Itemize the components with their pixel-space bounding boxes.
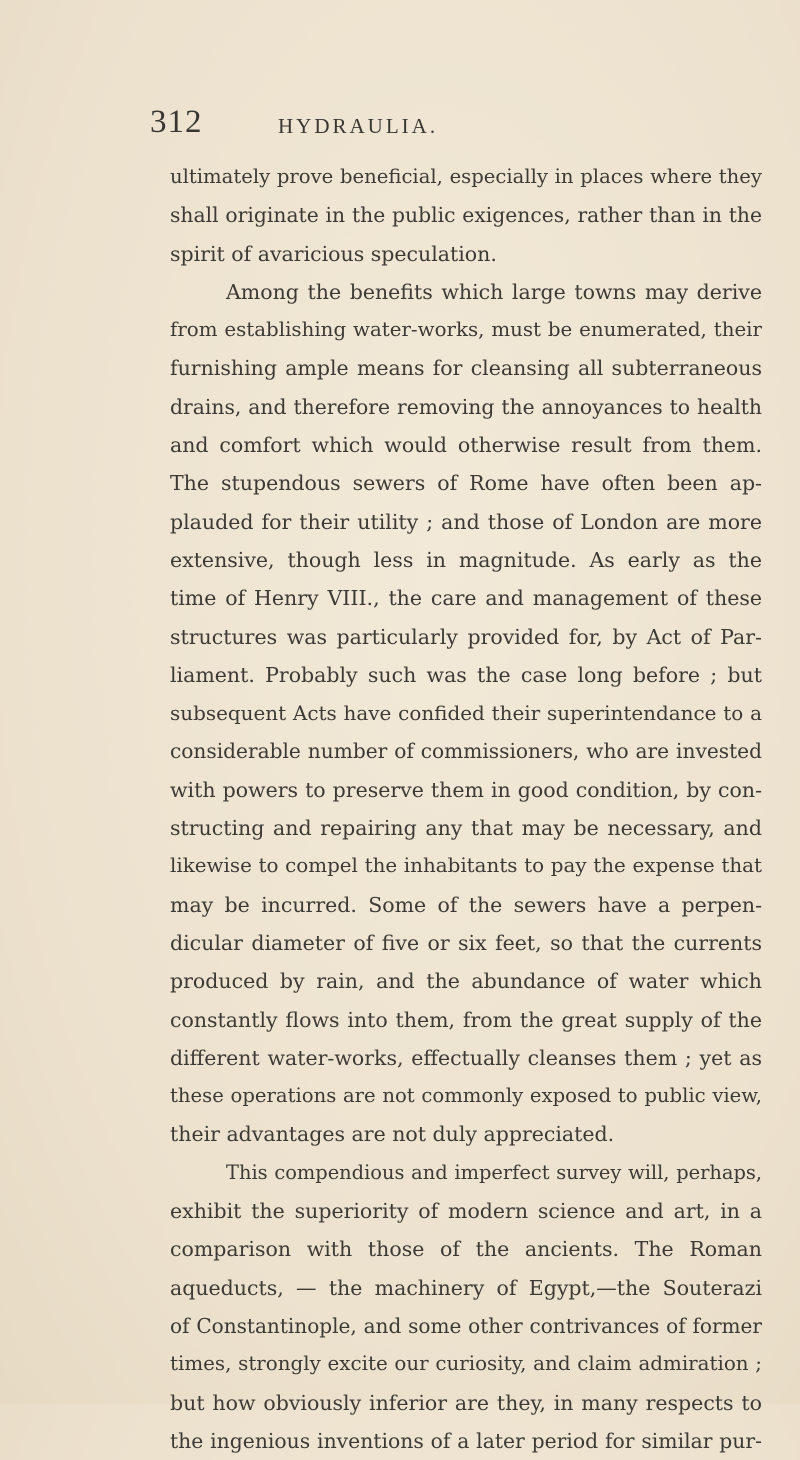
- text-line: these operations are not commonly exposed to public view,: [170, 1084, 762, 1108]
- text-line: furnishing ample means for cleansing all subterraneous: [170, 356, 762, 381]
- text-line: spirit of avaricious speculation.: [170, 241, 497, 266]
- text-line: Among the benefits which large towns may derive: [226, 279, 762, 304]
- text-line: dicular diameter of five or six feet, so that the currents: [170, 930, 762, 955]
- text-line: extensive, though less in magnitude. As early as the: [170, 547, 762, 572]
- text-line: The stupendous sewers of Rome have often been ap-: [170, 471, 762, 496]
- text-line: of Constantinople, and some other contrivances of former: [170, 1313, 762, 1338]
- text-line: ultimately prove beneficial, especially in places where they: [170, 165, 762, 188]
- text-line: constantly flows into them, from the great supply of the: [170, 1007, 762, 1032]
- text-line: may be incurred. Some of the sewers have a perpen-: [170, 892, 762, 917]
- text-line: exhibit the superiority of modern science and art, in a: [170, 1199, 762, 1224]
- text-line: but how obviously inferior are they, in many respects to: [170, 1390, 762, 1415]
- body-text: [170, 158, 762, 1460]
- text-line: times, strongly excite our curiosity, and claim admiration ;: [170, 1352, 762, 1376]
- text-line: drains, and therefore removing the annoyances to health: [170, 394, 762, 419]
- text-line: produced by rain, and the abundance of water which: [170, 969, 762, 994]
- text-line: aqueducts, — the machinery of Egypt,—the Souterazi: [170, 1275, 762, 1300]
- text-line: plauded for their utility ; and those of London are more: [170, 509, 762, 534]
- text-line: comparison with those of the ancients. The Roman: [170, 1237, 762, 1262]
- text-line: shall originate in the public exigences, rather than in the: [170, 203, 762, 228]
- text-line: time of Henry VIII., the care and management of these: [170, 586, 762, 611]
- text-line: likewise to compel the inhabitants to pay the expense that: [170, 854, 762, 878]
- text-line: with powers to preserve them in good condition, by con-: [170, 777, 762, 802]
- text-line: their advantages are not duly appreciated.: [170, 1122, 615, 1147]
- text-line: liament. Probably such was the case long before ; but: [170, 662, 762, 687]
- text-line: the ingenious inventions of a later period for similar pur-: [170, 1428, 762, 1453]
- page-number: 312: [150, 104, 203, 140]
- running-title: HYDRAULIA.: [278, 114, 439, 138]
- text-line: and comfort which would otherwise result from them.: [170, 433, 762, 458]
- running-head: [150, 104, 762, 152]
- text-line: subsequent Acts have confided their superintendance to a: [170, 701, 762, 726]
- text-line: considerable number of commissioners, who are invested: [170, 739, 762, 764]
- text-line: structures was particularly provided for, by Act of Par-: [170, 624, 762, 649]
- text-line: different water-works, effectually cleanses them ; yet as: [170, 1045, 762, 1070]
- text-line: structing and repairing any that may be necessary, and: [170, 816, 762, 841]
- text-line: This compendious and imperfect survey will, perhaps,: [226, 1160, 762, 1184]
- text-line: from establishing water-works, must be enumerated, their: [170, 318, 762, 342]
